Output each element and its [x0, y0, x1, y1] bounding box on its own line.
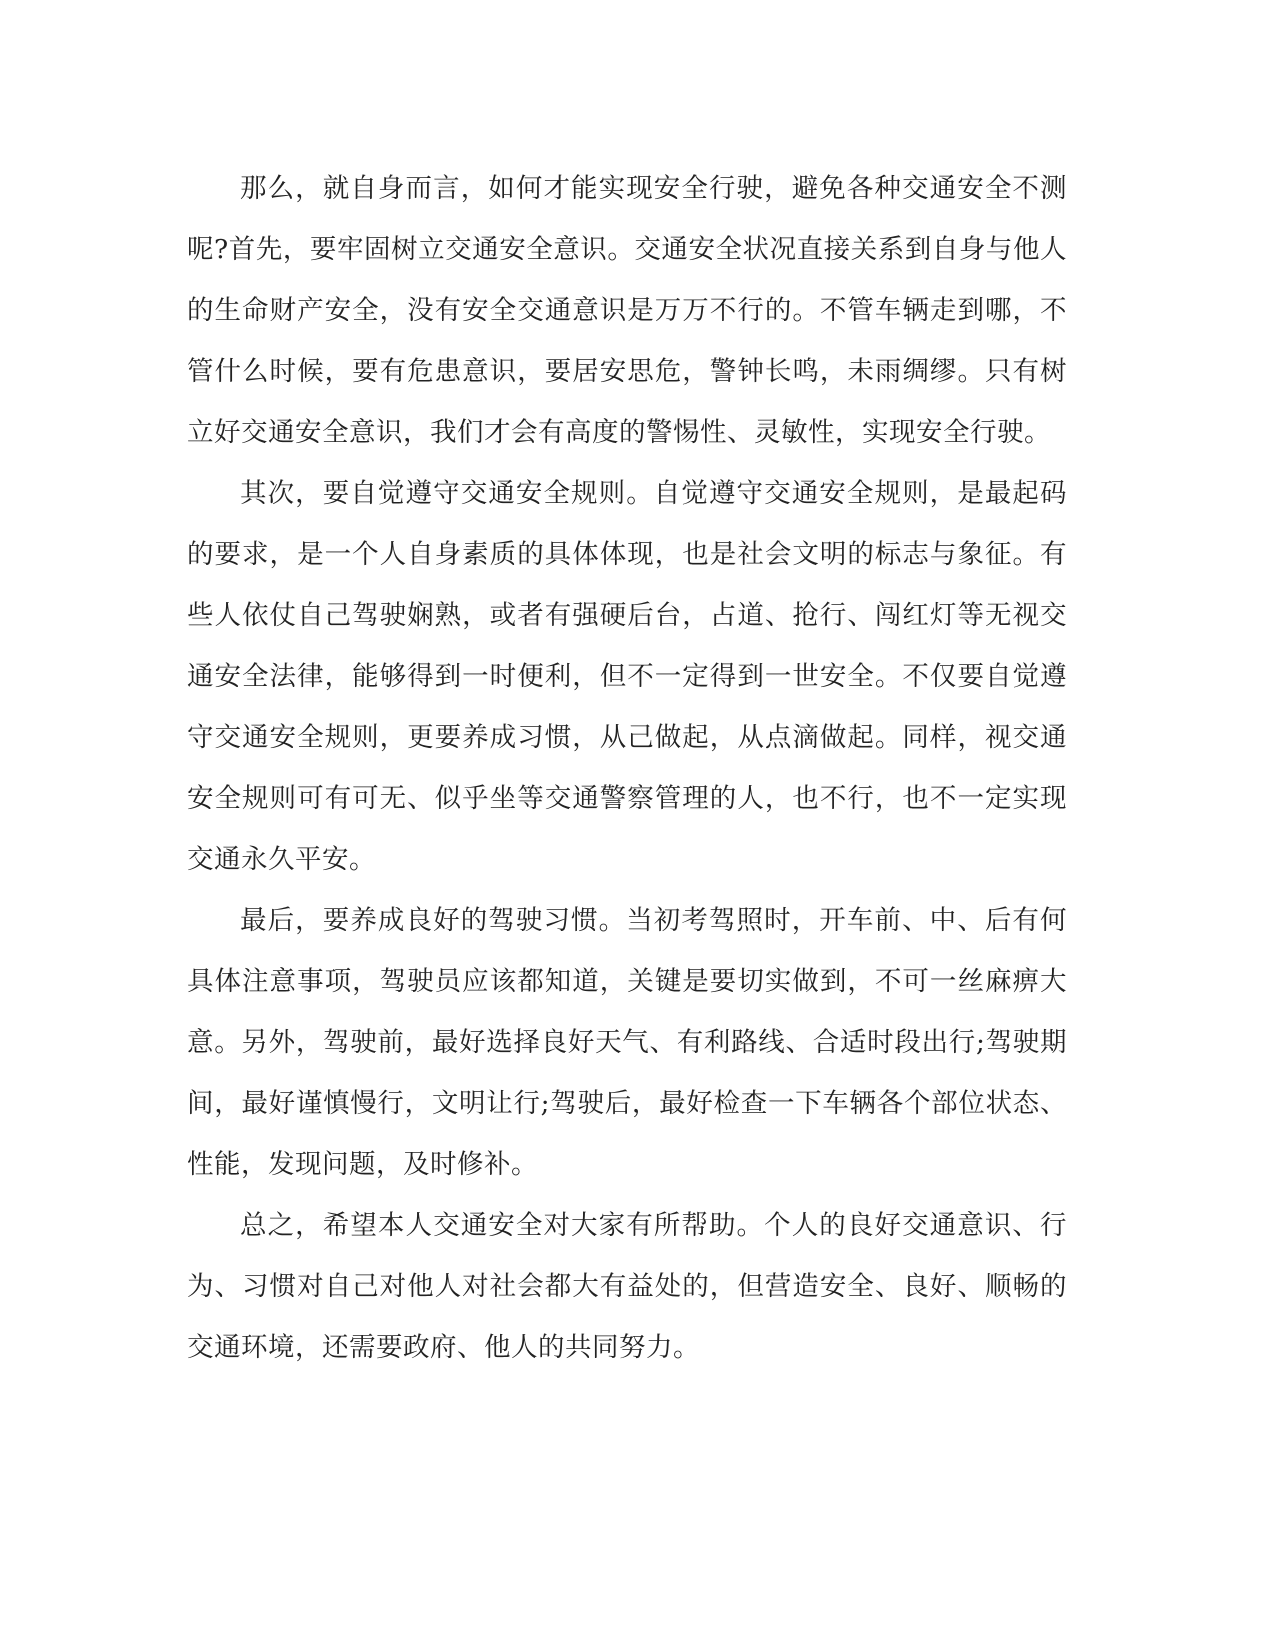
- paragraph-4: 总之，希望本人交通安全对大家有所帮助。个人的良好交通意识、行为、习惯对自己对他人对社会都大有益处的，但营造安全、良好、顺畅的交通环境，还需要政府、他人的共同努力。: [187, 1210, 1067, 1363]
- document-body: [187, 158, 1067, 1378]
- paragraph-3: 最后，要养成良好的驾驶习惯。当初考驾照时，开车前、中、后有何具体注意事项，驾驶员应该都知道，关键是要切实做到，不可一丝麻痹大意。另外，驾驶前，最好选择良好天气、有利路线、合适时段出行;驾驶期间，最好谨慎慢行，文明让行;驾驶后，最好检查一下车辆各个部位状态、性能，发现问题，及时修补。: [187, 905, 1067, 1180]
- paragraph-2: 其次，要自觉遵守交通安全规则。自觉遵守交通安全规则，是最起码的要求，是一个人自身素质的具体体现，也是社会文明的标志与象征。有些人依仗自己驾驶娴熟，或者有强硬后台，占道、抢行、闯红灯等无视交通安全法律，能够得到一时便利，但不一定得到一世安全。不仅要自觉遵守交通安全规则，更要养成习惯，从己做起，从点滴做起。同样，视交通安全规则可有可无、似乎坐等交通警察管理的人，也不行，也不一定实现交通永久平安。: [187, 478, 1067, 875]
- paragraph-1: 那么，就自身而言，如何才能实现安全行驶，避免各种交通安全不测呢?首先，要牢固树立交通安全意识。交通安全状况直接关系到自身与他人的生命财产安全，没有安全交通意识是万万不行的。不管车辆走到哪，不管什么时候，要有危患意识，要居安思危，警钟长鸣，未雨绸缪。只有树立好交通安全意识，我们才会有高度的警惕性、灵敏性，实现安全行驶。: [187, 173, 1067, 448]
